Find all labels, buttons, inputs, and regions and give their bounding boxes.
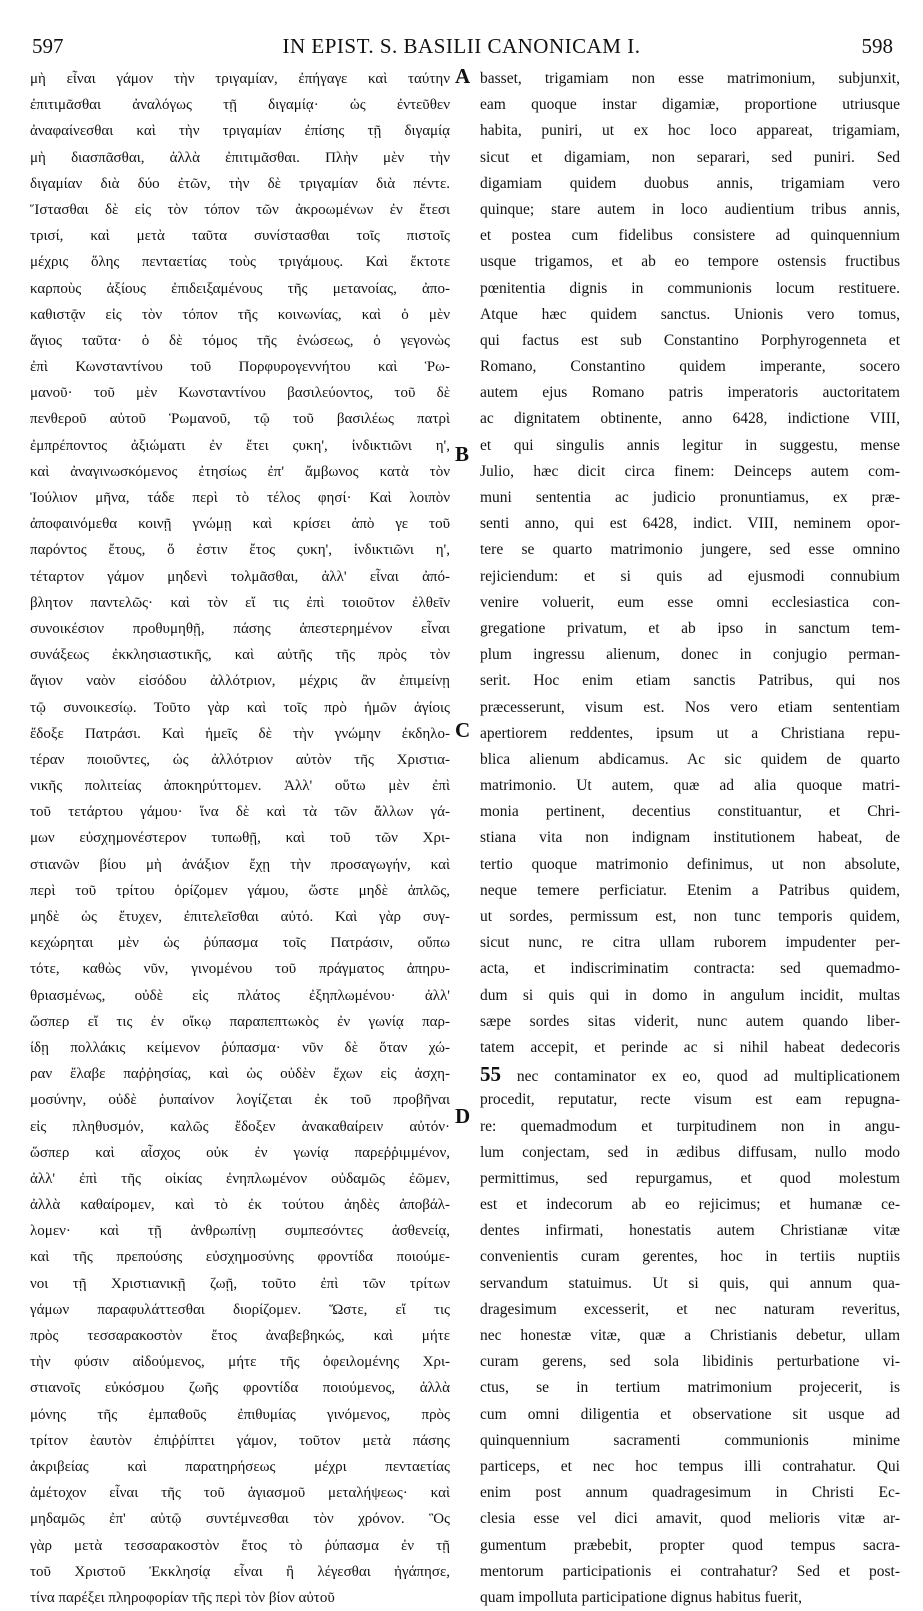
text-line: muni sententia ac judicio pronuntiamus, ex præ- [480, 489, 900, 506]
text-line: dentes infirmati, honestatis autem Christianæ vitæ [480, 1222, 900, 1240]
text-line: dragesimum excesserit, et nec naturam reveritus, [480, 1300, 900, 1318]
text-line: ἐπὶ Κωνσταντίνου τοῦ Πορφυρογεννήτου καὶ Ῥω- [30, 359, 450, 376]
text-line: στιανῶν βίου μὴ ἀνάξιον ἔχῃ τὴν προσαγωγήν, καὶ [30, 856, 450, 873]
margin-letter-d: D [455, 1104, 471, 1128]
text-line: sæpe sordes sitas viderit, nunc autem quando liber- [480, 1012, 900, 1030]
text-line: ἀλλὰ καθαίρομεν, καὶ τὸ ἐκ τούτου ἀηδὲς ἀποβάλ- [30, 1197, 450, 1214]
text-line: καὶ ἀναγινωσκόμενος ἐτησίως ἐπ' ἄμβωνος κατὰ τὸν [30, 463, 450, 480]
text-line: πενθεροῦ αὐτοῦ Ῥωμανοῦ, τῷ τοῦ βασιλέως πατρὶ [30, 411, 450, 428]
text-line: τέραν ποιοῦντες, ὡς ἀλλότριον αὐτὸν τῆς Χριστια- [30, 751, 450, 768]
text-line: διγαμίαν διὰ δύο ἐτῶν, τὴν δὲ τριγαμίαν διὰ πέντε. [30, 175, 450, 192]
text-line: μων εὐσχημονέστερον τυπωθῇ, καὶ τοῦ τῶν Χρι- [30, 830, 450, 847]
text-line: cum omni diligentia et observatione sit usque ad [480, 1405, 900, 1423]
text-line: re: quemadmodum et turpitudinem non in angu- [480, 1117, 900, 1135]
text-line: matrimonio. Ut autem, quæ ad alia quoque matri- [480, 777, 900, 795]
text-line: dum si quis qui in domo in angulum incidit, multas [480, 986, 900, 1004]
running-title: IN EPIST. S. BASILII CANONICAM I. [282, 34, 641, 58]
text-line: ὥσπερ καὶ αἶσχος οὐκ ἐν γωνίᾳ παρεῤῥιμμένον, [30, 1144, 450, 1161]
text-line: pœnitentia dignis in communionis locum restituere. [480, 279, 900, 297]
text-line: ἀποφαινόμεθα κοινῇ γνώμῃ καὶ κρίσει ἀπὸ γε τοῦ [30, 516, 450, 533]
text-line: Romano, Constantino quidem imperante, socero [480, 358, 900, 376]
latin-column [480, 66, 900, 1611]
text-line: ac dignitatem obtinente, anno 6428, indictione VIII, [480, 410, 900, 428]
text-line: monia pertinent, decentius constituantur, et Chri- [480, 803, 900, 821]
text-line: ἅγιος ταῦτα· ὁ δὲ τόμος τῆς ἑνώσεως, ὁ γεγονὼς [30, 332, 450, 349]
text-line: quinquennium sacramenti communionis minime [480, 1431, 900, 1449]
text-line: serit. Hoc enim etiam sanctis Patribus, qui nos [480, 672, 900, 690]
text-line: acta, et indiscriminatim contracta: sed quemadmo- [480, 960, 900, 978]
text-line: tere se quarto matrimonio jungere, sed esse omnino [480, 541, 900, 559]
text-line: μὴ διασπᾶσθαι, ἀλλὰ ἐπιτιμᾶσθαι. Πλὴν μὲν τὴν [30, 149, 450, 166]
text-line: tatem accepit, et perinde ac si nihil habeat dedecoris [480, 1038, 900, 1056]
text-line: mentorum participationis ei contrahatur? Sed et post- [480, 1562, 900, 1580]
text-line: convenientis curam gerentes, hoc in tertiis nuptiis [480, 1248, 900, 1266]
text-line: quinque; stare autem in loco audientium tribus annis, [480, 200, 900, 218]
margin-letter-c: C [455, 718, 471, 742]
text-line: γάμων παραφυλάττεσθαι διορίζομεν. Ὥστε, εἴ τις [30, 1301, 450, 1318]
text-line: stiana vita non indignam institutionem habeat, de [480, 829, 900, 847]
text-line: ὥσπερ εἴ τις ἐν οἴκῳ παραπεπτωκὸς ἐν γωνίᾳ παρ- [30, 1013, 450, 1030]
text-line: et postea cum fidelibus consistere ad quinquennium [480, 227, 900, 245]
margin-letter-b: B [455, 442, 470, 466]
text-line: τοῦ Χριστοῦ Ἐκκλησίᾳ εἶναι ἢ λέγεσθαι ἠγάπησε, [30, 1563, 450, 1580]
text-line: τότε, καθὼς νῦν, γινομένου τοῦ πράγματος ἀπηρυ- [30, 961, 450, 978]
running-header [0, 34, 923, 60]
text-line: πρὸς τεσσαρακοστὸν ἔτος ἀναβεβηκώς, καὶ μήτε [30, 1328, 450, 1344]
text-line: venire voluerit, eum esse omni ecclesiastica con- [480, 593, 900, 611]
text-line: τοῦ τετάρτου γάμου· ἵνα δὲ καὶ τὰ τῶν ἄλλων γά- [30, 804, 450, 821]
text-line: Atque hæc quidem sanctus. Unionis vero tomus, [480, 305, 900, 323]
text-line: ἀλλ' ἐπὶ τῆς οἰκίας ἐνηπλωμένον οὐδαμῶς ἐῶμεν, [30, 1170, 450, 1187]
text-line: περὶ τοῦ τρίτου ὁρίζομεν γάμου, ὥστε μηδὲ ἁπλῶς, [30, 882, 450, 899]
text-line: καὶ τῆς πρεπούσης εὐσχημοσύνης φροντίδα ποιούμε- [30, 1249, 450, 1266]
text-line: μηδαμῶς ἐπ' αὐτῷ συντέμνεσθαι τὸν χρόνον. Ὃς [30, 1511, 450, 1528]
text-line: ctus, se in tertium matrimonium projecerit, is [480, 1379, 900, 1397]
text-line: νικῆς πολιτείας ἀποκηρύττομεν. Ἀλλ' οὕτω μὲν ἐπὶ [30, 778, 450, 795]
text-line: μὴ εἶναι γάμον τὴν τριγαμίαν, ἐπήγαγε καὶ ταύτην [30, 71, 450, 87]
text-line: sicut nunc, re citra ullam ruborem impudenter per- [480, 934, 900, 952]
text-line: θριασμένως, οὐδὲ εἰς πλάτος ἐξηπλωμένου· ἀλλ' [30, 987, 450, 1004]
text-line: plum ingressu alienum, donec in conjugio perman- [480, 646, 900, 664]
text-line: permittimus, sed repurgamus, et quod molestum [480, 1169, 900, 1187]
text-line: sicut et digamiam, non separari, sed puniri. Sed [480, 148, 900, 166]
text-line-content: nec contaminator ex eo, quod ad multiplicationem [516, 1068, 900, 1086]
text-line: Ἰούλιον μῆνα, τάδε περὶ τὸ τέλος φησί· Καὶ λοιπὸν [30, 490, 450, 506]
text-line: μηδὲ ὡς ἔτυχεν, ἐπιτελεῖσθαι αὐτό. Καὶ γὰρ συγ- [30, 909, 450, 925]
text-line: est et indecorum ab eo rejicimus; et humanæ ce- [480, 1196, 900, 1214]
text-line: ἀκριβείας καὶ παρατηρήσεως μέχρι πενταετίας [30, 1458, 450, 1475]
text-line: quam impolluta participatione dignus habitus fuerit, [480, 1588, 802, 1606]
text-line: μέχρις ὅλης πενταετίας τοὺς τριγάμους. Καὶ ἔκτοτε [30, 254, 450, 271]
text-line: τὴν φύσιν αἰδούμενος, μήτε τῆς ὀφειλομένης Χρι- [30, 1354, 450, 1371]
text-line: procedit, reputatur, recte visum est eam repugna- [480, 1091, 900, 1109]
text-line: digamiam quidem duobus annis, trigamiam vero [480, 174, 900, 192]
text-line: συνοικέσιον προθυμηθῇ, πάσης ἀπεστερημένον εἶναι [30, 620, 450, 637]
text-line: λομεν· καὶ τῇ ἀνθρωπίνῃ συμπεσόντες ἀσθενείᾳ, [30, 1223, 450, 1240]
text-line: curam gerens, sed sola libidinis perturbatione vi- [480, 1353, 900, 1371]
text-line: apertiorem reddentes, ipsum ut a Christiana repu- [480, 724, 900, 742]
text-line: ἀμέτοχον εἶναι τῆς τοῦ ἁγιασμοῦ μεταλήψεως· καὶ [30, 1485, 450, 1502]
text-line: παρόντος ἔτους, ὅ ἐστιν ἔτος ςυκη', ἰνδικτιῶνι η', [30, 542, 450, 559]
text-line: basset, trigamiam non esse matrimonium, subjunxit, [480, 70, 900, 87]
text-line: ἔδοξε Πατράσι. Καὶ ἡμεῖς δὲ τὴν γνώμην ἐκδηλο- [30, 725, 450, 742]
text-line: autem ejus Romano patris imperatoris auctoritatem [480, 384, 900, 402]
text-line: στιανοῖς εὐκόσμου ζωῆς φροντίδα ποιούμενος, ἀλλὰ [30, 1380, 450, 1397]
section-number: 55 [480, 1062, 501, 1087]
text-line: habita, puniri, ut ex hoc loco appareat, trigamiam, [480, 122, 900, 140]
text-line: et qui singulis annis legitur in suggestu, mense [480, 436, 900, 454]
text-line: εἰς πληθυσμόν, καλῶς ἔδοξεν ἀνακαθαίρειν αὐτόν· [30, 1118, 450, 1135]
text-line: præcesserunt, visum est. Nos vero etiam sententiam [480, 698, 900, 716]
greek-column [30, 66, 450, 1611]
text-line: Ἵστασθαι δὲ εἰς τὸν τόπον τῶν ἀκροωμένων ἐν ἔτεσι [30, 201, 450, 218]
text-line: usque trigamos, et ab eo tempore ostensis fructibus [480, 253, 900, 271]
text-line: gregatione privatum, et ab ipso in sanctum tem- [480, 619, 900, 637]
margin-letter-a: A [455, 64, 471, 88]
text-line: senti anno, qui est 6428, indict. VIII, neminem opor- [480, 515, 900, 533]
page-number-left: 597 [32, 34, 64, 58]
text-line: gumentum præbebit, propter quod tempus sacra- [480, 1536, 900, 1554]
text-line: clesia esse vel dici amavit, quod melioris vitæ ar- [480, 1510, 900, 1528]
text-line: eam quoque instar digamiæ, proportione utriusque [480, 96, 900, 114]
text-line: ἐπιτιμᾶσθαι ἀναλόγως τῇ διγαμίᾳ· ὡς ἐντεῦθεν [30, 97, 450, 114]
text-line: enim post annum quadragesimum in Christi Ec- [480, 1484, 900, 1502]
text-line: κεχώρηται μὲν ὡς ῥύπασμα τοῖς Πατράσιν, οὔπω [30, 935, 450, 952]
text-line: καθιστᾷν εἰς τὸν τόπον τῆς κοινωνίας, καὶ ὁ μὲν [30, 306, 450, 323]
text-line: Julio, hæc dicit circa finem: Deinceps autem com- [480, 462, 900, 480]
text-line: nec honestæ vitæ, quæ a Christianis debetur, ullam [480, 1327, 900, 1344]
text-line: ut sordes, permissum est, non tunc temporis quidem, [480, 908, 900, 925]
text-line: ἅγιον ναὸν εἰσόδου ἀλλότριον, μέχρις ἂν ἐπιμείνῃ [30, 673, 450, 690]
text-line: servandum statuimus. Ut si quis, qui annum qua- [480, 1274, 900, 1292]
text-line: τίνα παρέξει πληροφορίαν τῆς περὶ τὸν βίον αὐτοῦ [30, 1589, 335, 1606]
page-number-right: 598 [861, 34, 893, 58]
text-line: γὰρ μετὰ τεσσαρακοστὸν ἔτος τὸ ῥύπασμα ἐν τῇ [30, 1537, 450, 1554]
text-line: τῷ συνοικεσίῳ. Τοῦτο γὰρ καὶ τοῖς πρὸ ἡμῶν ἁγίοις [30, 699, 450, 716]
text-line: blica alienum abdicamus. Ac sic quidem de quarto [480, 750, 900, 768]
text-line: τρίτον ἑαυτὸν ἐπιῤῥίπτει γάμον, τοῦτον μετὰ πάσης [30, 1432, 450, 1449]
text-line: ἐμπρέποντος ἀξιώματι ἐν ἔτει ςυκη', ἰνδικτιῶνι η', [30, 437, 450, 454]
text-line: μόνης τῆς ἐμπαθοῦς ἐπιθυμίας γινόμενος, πρὸς [30, 1406, 450, 1423]
text-line: rejiciendum: et si quis ad ejusmodi connubium [480, 567, 900, 585]
text-line: μανοῦ· τοῦ μὲν Κωνσταντίνου βασιλεύοντος, τοῦ δὲ [30, 385, 450, 402]
text-line: καρποὺς ἀξίους ἐπιδειξαμένους τῆς μετανοίας, ἀπο- [30, 280, 450, 297]
text-line: particeps, et nec hoc tempus illi contrahatur. Qui [480, 1457, 900, 1475]
text-line: tertio quoque matrimonio definimus, ut non absolute, [480, 855, 900, 873]
text-line: ίδῃ πολλάκις κείμενον ῥύπασμα· νῦν δὲ ὅταν χώ- [30, 1039, 450, 1056]
text-line: ραν ἔλαβε παῤῥησίας, καὶ ὡς οὐδὲν ἔχων εἰς ἀσχη- [30, 1066, 450, 1083]
text-line: lum conjectam, sed in ædibus diffusam, nullo modo [480, 1143, 900, 1161]
text-line: μοσύνην, οὐδὲ ῥυπαίνον λογίζεται ἐκ τοῦ προβῆναι [30, 1092, 450, 1109]
text-line: βλητον παντελῶς· καὶ τὸν εἴ τις ἐπὶ τοιοῦτον ἐλθεῖν [30, 594, 450, 611]
text-line: τέταρτον γάμον μηδενὶ τολμᾶσθαι, ἀλλ' εἶναι ἀπό- [30, 568, 450, 585]
text-line: τρισί, καὶ μετὰ ταῦτα συνίστασθαι τοῖς πιστοῖς [30, 228, 450, 245]
text-line: qui factus est sub Constantino Porphyrogenneta et [480, 331, 900, 349]
text-line: ἀναφαίνεσθαι καὶ τὴν τριγαμίαν ἐπίσης τῇ διγαμίᾳ [30, 123, 450, 140]
text-line [480, 1061, 900, 1087]
text-line: νοι τῇ Χριστιανικῇ ζωῇ, τοῦτο ἐπὶ τῶν τρίτων [30, 1275, 450, 1292]
text-line: neque temere perficiatur. Etenim a Patribus quidem, [480, 881, 900, 899]
text-line: συνάξεως ἐκκλησιαστικῆς, καὶ αὐτῆς τῆς πρὸς τὸν [30, 647, 450, 664]
